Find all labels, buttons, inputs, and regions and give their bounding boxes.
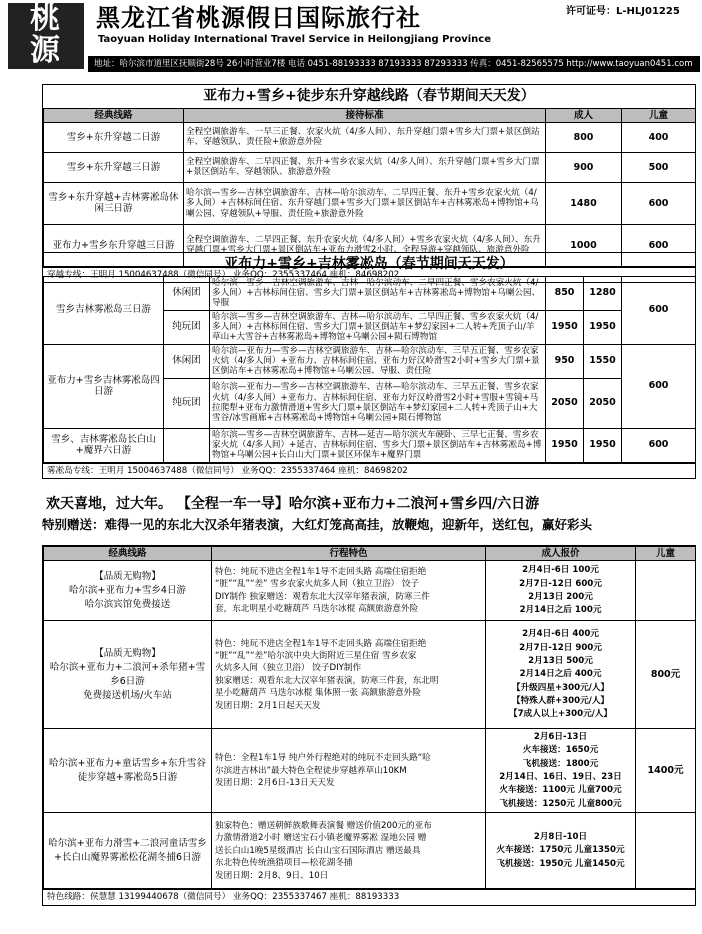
table-row: 【品质无购物】 哈尔滨+亚布力+雪乡4日游 哈尔滨宾馆免费接送 特色：纯玩不进店全程1车1导不走回头路 高端住宿拒绝 “脏”“乱”“差” 雪乡农家火炕多人间（独立卫浴） 饺子 DIY制作 独家赠送：观看东北大汉宰年猪表演，防寒三件 套，东北明星小吃糖葫芦 马迭尔冰棍 高额旅游意外险 2月4日-6日 100元 2月7日-12日 600元 2月13日 200元 2月14日之后 100元: [44, 561, 696, 621]
crossing-routes-table: [43, 108, 696, 267]
table-row: 哈尔滨+亚布力+童话雪乡+东升雪谷徒步穿越+雾凇岛5日游 特色：全程1车1导 纯户外行程绝对的纯玩不走回头路“哈 尔滨进吉林出”最大特色全程徒步穿越养草山10KM 发团日期：2月6日-13日天天发 2月6日-13日 火车接送：1650元 飞机接送：1800元 2月14日、16日、19日、23日 火车接送：1100元 儿童700元 飞机接送：1250元 儿童800元 1400元: [44, 729, 696, 813]
new-year-banner: [42, 494, 696, 534]
rime-island-table: [43, 276, 696, 463]
section-contact: 穿越专线：王明月 15004637488（微信同号） 业务QQ：2355337464 座机：84698202: [43, 267, 695, 282]
table-row: 【品质无购物】 哈尔滨+亚布力+二浪河+杀年猪+雪乡6日游 免费接送机场/火车站 特色：纯玩不进店全程1车1导不走回头路 高端住宿拒绝 “脏”“乱”“差”哈尔滨中央大街附近三星住宿 雪乡农家 火炕多人间（独立卫浴） 饺子DIY制作 独家赠送：观看东北大汉宰年猪表演，防寒三件套，东北明 星小吃糖葫芦 马迭尔冰棍 集体照一张 高额旅游意外险 发团日期：2月1日起天天发 2月4日-6日 400元 2月7日-12日 900元 2月13日 500元 2月14日之后 400元 【升级四星+300元/人】 【特殊人群+300元/人】 【7成人以上+300元/人】 800元: [44, 621, 696, 729]
table-row: 纯玩团 哈尔滨—亚布力—雪乡—吉林空调旅游车、吉林—哈尔滨动车、三早五正餐、雪乡农家火炕（4/多人间）+亚布力、吉林标间住宿、亚布力好汉岭滑雪2小时+雪服+雪镜+马拉爬犁+亚布力激情滑道+雪乡大门票+景区倒站车+梦幻家园+二人转+秃顶子山+大雪谷/冰雪画廊+吉林雾凇岛+博物馆+乌喇公园+陨石博物馆 2050 2050: [44, 378, 696, 428]
banner-headline: 欢天喜地，过大年。 【全程一车一导】哈尔滨+亚布力+二浪河+雪乡四/六日游: [46, 496, 540, 512]
section-contact: 雾凇岛专线：王明月 15004637488（微信同号） 业务QQ：2355337464 座机：84698202: [43, 463, 695, 478]
license-number: 许可证号：L-HLJ01225: [566, 6, 680, 17]
company-logo: 桃 源: [8, 3, 84, 69]
col-header: 经典线路: [44, 547, 212, 561]
contact-bar: 地址：哈尔滨市道里区抚顺街28号 26小时营业7楼 电话 0451-88193333 87193333 87293333 传真：0451-82565575 http://www.taoyuan0451.com: [88, 56, 700, 72]
table-row: 雪乡+东升穿越+吉林雾凇岛休闲三日游 哈尔滨—雪乡—吉林空调旅游车、吉林—哈尔滨动车、二早四正餐、东升+雪乡农家火炕（4/多人间）+吉林标间住宿、东升穿越门票+雪乡大门票+景区倒站车+吉林雾凇岛+博物馆+乌喇公园、穿越领队+导服、责任险+旅游意外险 1480 600: [44, 182, 696, 224]
new-year-table: [43, 546, 696, 889]
table-row: 雪乡吉林雾凇岛三日游 休闲团 哈尔滨—雪乡—吉林空调旅游车、吉林—哈尔滨动车、二早四正餐、雪乡农家火炕（4/多人间）+吉林标间住宿、雪乡大门票+景区倒站车+吉林雾凇岛+博物馆+乌喇公园、导服 850 1280 600: [44, 276, 696, 310]
table-row: 亚布力+雪乡吉林雾凇岛四日游 休闲团 哈尔滨—亚布力—雪乡—吉林空调旅游车、吉林—哈尔滨动车、三早五正餐、雪乡农家火炕（4/多人间）+亚布力、吉林标间住宿、亚布力好汉岭滑雪2小时+雪乡大门票+景区倒站车+吉林雾凇岛+博物馆+乌喇公园、导服、责任险 950 1550 600: [44, 344, 696, 378]
col-header: 儿童: [636, 547, 696, 561]
col-header: 儿童: [622, 108, 696, 122]
company-english-name: Taoyuan Holiday International Travel Service in Heilongjiang Province: [98, 34, 492, 45]
col-header: 成人报价: [486, 547, 636, 561]
section-title: 亚布力+雪乡+吉林雾凇岛（春节期间天天发）: [224, 256, 514, 272]
section-new-year-routes: [42, 545, 696, 906]
table-row: 雪乡+东升穿越二日游 全程空调旅游车、一早三正餐、农家火炕（4/多人间）、东升穿越门票+雪乡大门票+景区倒站车、穿越领队、责任险+旅游意外险 800 400: [44, 122, 696, 152]
table-row: 雪乡+东升穿越三日游 全程空调旅游车、二早四正餐、东升+雪乡农家火炕（4/多人间）、东升穿越门票+雪乡大门票+景区倒站车、穿越领队、旅游意外险 900 500: [44, 152, 696, 182]
col-header: 行程特色: [212, 547, 486, 561]
header: [0, 0, 702, 74]
col-header: 经典线路: [44, 108, 184, 122]
company-name: 黑龙江省桃源假日国际旅行社: [96, 4, 421, 32]
section-rime-island-routes: [42, 252, 696, 479]
banner-gift: 特别赠送：难得一见的东北大汉杀年猪表演，大红灯笼高高挂，放鞭炮，迎新年，送红包，赢好彩头: [42, 516, 593, 532]
table-row: 纯玩团 哈尔滨—雪乡—吉林空调旅游车、吉林—哈尔滨动车、二早四正餐、雪乡农家火炕（4/多人间）+吉林标间住宿、雪乡大门票+景区倒站车+梦幻家园+二人转+秃顶子山/羊草山+大雪谷+吉林雾凇岛+博物馆+乌喇公园+陨石博物馆 1950 1950: [44, 310, 696, 344]
table-row: 哈尔滨+亚布力滑雪+二浪河童话雪乡+长白山魔界雾凇松花湖冬捕6日游 独家特色：赠送朝鲜族歌舞表演餐 赠送价值200元的亚布 力激情滑道2小时 赠送宝石小镇老魔界雾凇 湿地公园 赠 送长白山1晚5星级酒店 长白山宝石国际酒店 赠送最具 东北特色传统渔猎项目—松花湖冬捕 发团日期：2月8、9日、10日 2月8日-10日 火车接送：1750元 儿童1350元 飞机接送：1950元 儿童1450元: [44, 813, 696, 889]
section-contact: 特色线路：侯慧慧 13199440678（微信同号） 业务QQ：2355337467 座机：88193333: [43, 889, 695, 904]
table-row: 亚布力+雪乡东升穿越三日游 全程空调旅游车、二早四正餐、东升农家火炕（4/多人间）+雪乡农家火炕（4/多人间）、东升穿越门票+雪乡大门票+景区倒站车+亚布力滑雪2小时、全程导游+穿越领队、旅游意外险 1000 600: [44, 224, 696, 266]
col-header: 成人: [546, 108, 622, 122]
col-header: 接待标准: [184, 108, 546, 122]
section-title: 亚布力+雪乡+徒步东升穿越线路（春节期间天天发）: [203, 88, 535, 104]
table-row: 雪乡、吉林雾凇岛长白山+魔界六日游 哈尔滨—雪乡—吉林空调旅游车、吉林—延吉—哈尔滨火车硬卧、三早七正餐、雪乡农家火炕（4/多人间）+延吉、吉林标间住宿、雪乡大门票+景区倒站车+吉林雾凇岛+博物馆+乌喇公园+长白山大门票+景区环保车+魔界门票 1950 1950 600: [44, 428, 696, 462]
